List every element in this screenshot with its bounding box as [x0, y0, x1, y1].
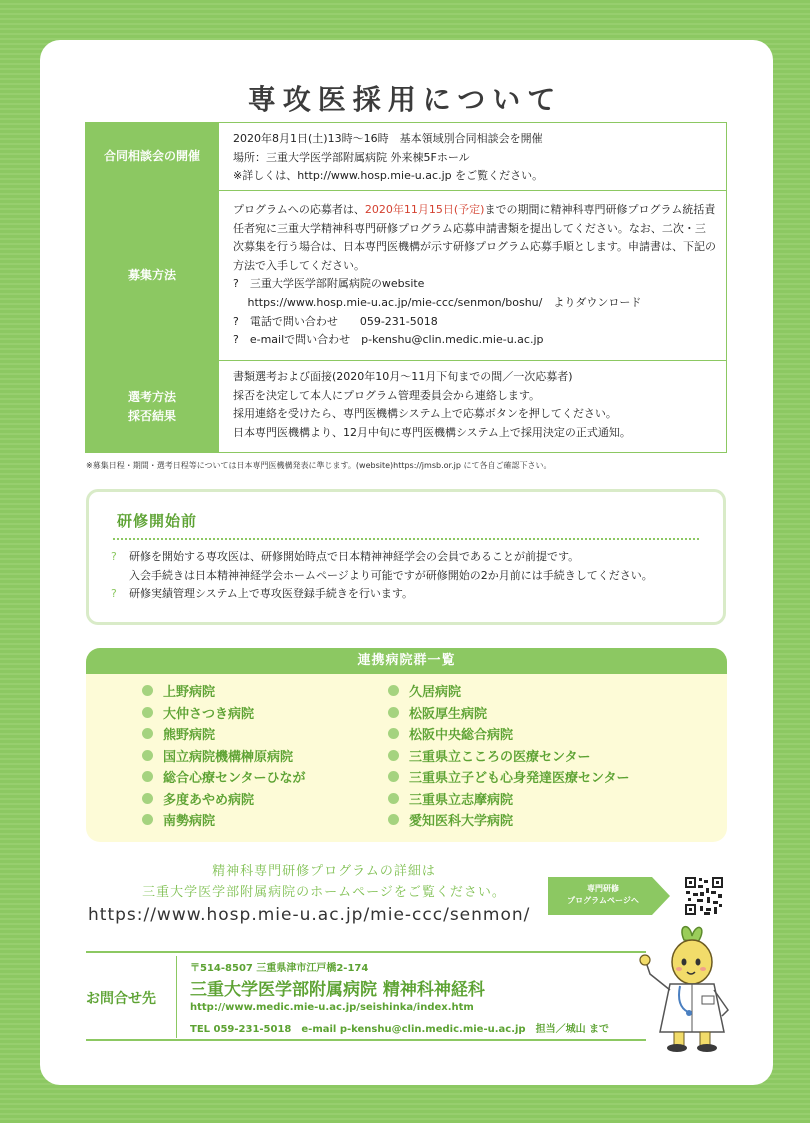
list-item-text: 研修を開始する専攻医は、研修開始時点で日本精神神経学会の会員であることが前提です。 — [129, 550, 580, 563]
hospital-name: 三重県立こころの医療センター — [409, 749, 591, 765]
row-label-text: 募集方法 — [127, 268, 176, 283]
dotted-divider — [113, 538, 699, 540]
row-content — [218, 123, 726, 190]
list-item — [388, 680, 629, 702]
bullet-dot-icon — [388, 685, 399, 696]
hospital-name: 熊野病院 — [163, 728, 216, 744]
row-label-text: 採否結果 — [127, 408, 176, 423]
row-label-text: 選考方法 — [127, 389, 176, 404]
hospital-name: 三重県立子ども心身発達医療センター — [409, 771, 630, 787]
hospital-name: 愛知医科大学病院 — [409, 814, 514, 830]
schedule-note: ※募集日程・期間・選考日程等については日本専門医機構発表に準じます。(website)https://jmsb.or.jp にて各自ご確認下さい。 — [86, 461, 552, 470]
table-row — [86, 190, 726, 360]
bullet-dot-icon — [142, 728, 153, 739]
row-label — [86, 123, 218, 190]
download-link[interactable]: https://www.hosp.mie-u.ac.jp/mie-ccc/senmon/boshu/ よりダウンロード — [233, 295, 642, 309]
row-content — [218, 361, 726, 452]
list-item — [388, 723, 629, 745]
page-title: 専攻医採用について — [247, 83, 563, 116]
list-item — [388, 788, 629, 810]
program-info-line: 精神科専門研修プログラムの詳細は — [212, 864, 436, 879]
row-label — [86, 361, 218, 452]
table-row — [86, 360, 726, 452]
contact-website-link[interactable]: http://www.medic.mie-u.ac.jp/seishinka/index.htm — [190, 1002, 474, 1013]
hospital-column-right — [388, 680, 629, 831]
email-line[interactable]: ? e-mailで問い合わせ p-kenshu@clin.medic.mie-u.ac.jp — [233, 333, 544, 347]
list-item — [142, 809, 305, 831]
list-item — [142, 745, 305, 767]
bullet-dot-icon — [388, 814, 399, 825]
list-item — [142, 723, 305, 745]
list-item — [142, 680, 305, 702]
hospital-name: 松阪中央総合病院 — [409, 728, 514, 744]
bullet-dot-icon — [388, 793, 399, 804]
hospital-name: 総合心療センターひなが — [163, 771, 306, 787]
contact-bottom-rule — [86, 1039, 646, 1041]
contact-label: お問合せ先 — [86, 991, 156, 1007]
bullet-dot-icon — [142, 750, 153, 761]
hospital-column-left — [142, 680, 305, 831]
hospital-name: 松阪厚生病院 — [409, 706, 488, 722]
content-line: 日本専門医機構より、12月中旬に専門医機構システム上で採用決定の正式通知。 — [233, 425, 631, 439]
bullet-dot-icon — [388, 750, 399, 761]
content-line[interactable]: ※詳しくは、http://www.hosp.mie-u.ac.jp をご覧ください。 — [233, 169, 544, 183]
list-item — [111, 585, 653, 604]
contact-top-rule — [86, 951, 646, 953]
intro-text-cont: までの期間に精神科専門研修プログラム統括責任者宛に三重大学精神科専門研修プログラム応募申請書類を提出してください。なお、二次・三次募集を行う場合は、日本専門医機構が示す研修プログラム応募手順とします。申請書は、下記の方法で入手してください。 — [233, 203, 716, 272]
bullet-dot-icon — [142, 685, 153, 696]
list-item-text: 入会手続きは日本精神神経学会ホームページより可能ですが研修開始の2か月前には手続きしてください。 — [129, 568, 653, 582]
row-label-text: 合同相談会の開催 — [103, 149, 200, 164]
list-item — [142, 702, 305, 724]
bullet-dot-icon — [388, 707, 399, 718]
content-line: 場所：三重大学医学部附属病院 外来棟5Fホール — [233, 150, 470, 164]
info-table — [85, 122, 727, 453]
list-item — [142, 766, 305, 788]
list-item — [388, 809, 629, 831]
hospital-name: 三重県立志摩病院 — [409, 792, 514, 808]
bullet-mark: ? — [111, 587, 117, 600]
content-line: 採否を決定して本人にプログラム管理委員会から連絡します。 — [233, 388, 541, 402]
contact-divider — [176, 956, 177, 1038]
contact-department: 三重大学医学部附属病院 精神科神経科 — [190, 980, 485, 1000]
hospital-name: 南勢病院 — [163, 814, 216, 830]
contact-tel-email: TEL 059-231-5018 e-mail p-kenshu@clin.medic.mie-u.ac.jp 担当／城山 まで — [190, 1024, 610, 1035]
row-label — [86, 191, 218, 360]
list-item — [111, 548, 653, 567]
row-content — [218, 191, 726, 360]
arrow-label: 専門研修 — [587, 884, 619, 893]
deadline-text: 2020年11月15日(予定) — [364, 203, 485, 216]
contact-address: 〒514-8507 三重県津市江戸橋2-174 — [190, 963, 369, 974]
bullet-dot-icon — [142, 814, 153, 825]
bullet-dot-icon — [142, 707, 153, 718]
content-paragraph — [233, 201, 716, 275]
arrow-label: プログラムページへ — [567, 896, 639, 905]
bullet-dot-icon — [388, 728, 399, 739]
list-item — [388, 745, 629, 767]
content-line: 2020年8月1日(土)13時〜16時 基本領域別合同相談会を開催 — [233, 132, 543, 145]
pre-training-list — [111, 548, 653, 604]
pre-training-box — [86, 489, 726, 625]
pre-training-title: 研修開始前 — [117, 512, 198, 530]
content-line: 書類選考および面接(2020年10月〜11月下旬までの間／一次応募者) — [233, 370, 573, 383]
hospitals-title: 連携病院群一覧 — [86, 648, 727, 674]
bullet-line: ? 電話で問い合わせ 059-231-5018 — [233, 314, 438, 328]
hospital-name: 国立病院機構榊原病院 — [163, 749, 294, 765]
qr-code-icon[interactable] — [684, 876, 724, 916]
program-page-arrow-button[interactable] — [548, 877, 670, 915]
bullet-dot-icon — [142, 793, 153, 804]
hospital-name: 多度あやめ病院 — [163, 792, 255, 808]
bullet-line: ? 三重大学医学部附属病院のwebsite — [233, 277, 425, 291]
intro-text: プログラムへの応募者は、 — [233, 203, 365, 216]
list-item-text: 研修実績管理システム上で専攻医登録手続きを行います。 — [129, 587, 414, 600]
list-item — [142, 788, 305, 810]
list-item — [388, 766, 629, 788]
list-item — [388, 702, 629, 724]
bullet-dot-icon — [142, 771, 153, 782]
hospital-name: 大仲さつき病院 — [163, 706, 255, 722]
bullet-mark: ? — [111, 550, 117, 563]
hospital-name: 上野病院 — [163, 685, 216, 701]
program-url-link[interactable]: https://www.hosp.mie-u.ac.jp/mie-ccc/senmon/ — [88, 905, 531, 925]
bullet-dot-icon — [388, 771, 399, 782]
partner-hospitals-panel — [86, 648, 727, 842]
table-row — [86, 123, 726, 190]
program-info-line: 三重大学医学部附属病院のホームページをご覧ください。 — [142, 885, 506, 900]
doctor-mascot-icon — [632, 922, 744, 1054]
hospital-name: 久居病院 — [409, 685, 462, 701]
content-line: 採用連絡を受けたら、専門医機構システム上で応募ボタンを押してください。 — [233, 407, 617, 421]
list-item — [111, 567, 653, 586]
